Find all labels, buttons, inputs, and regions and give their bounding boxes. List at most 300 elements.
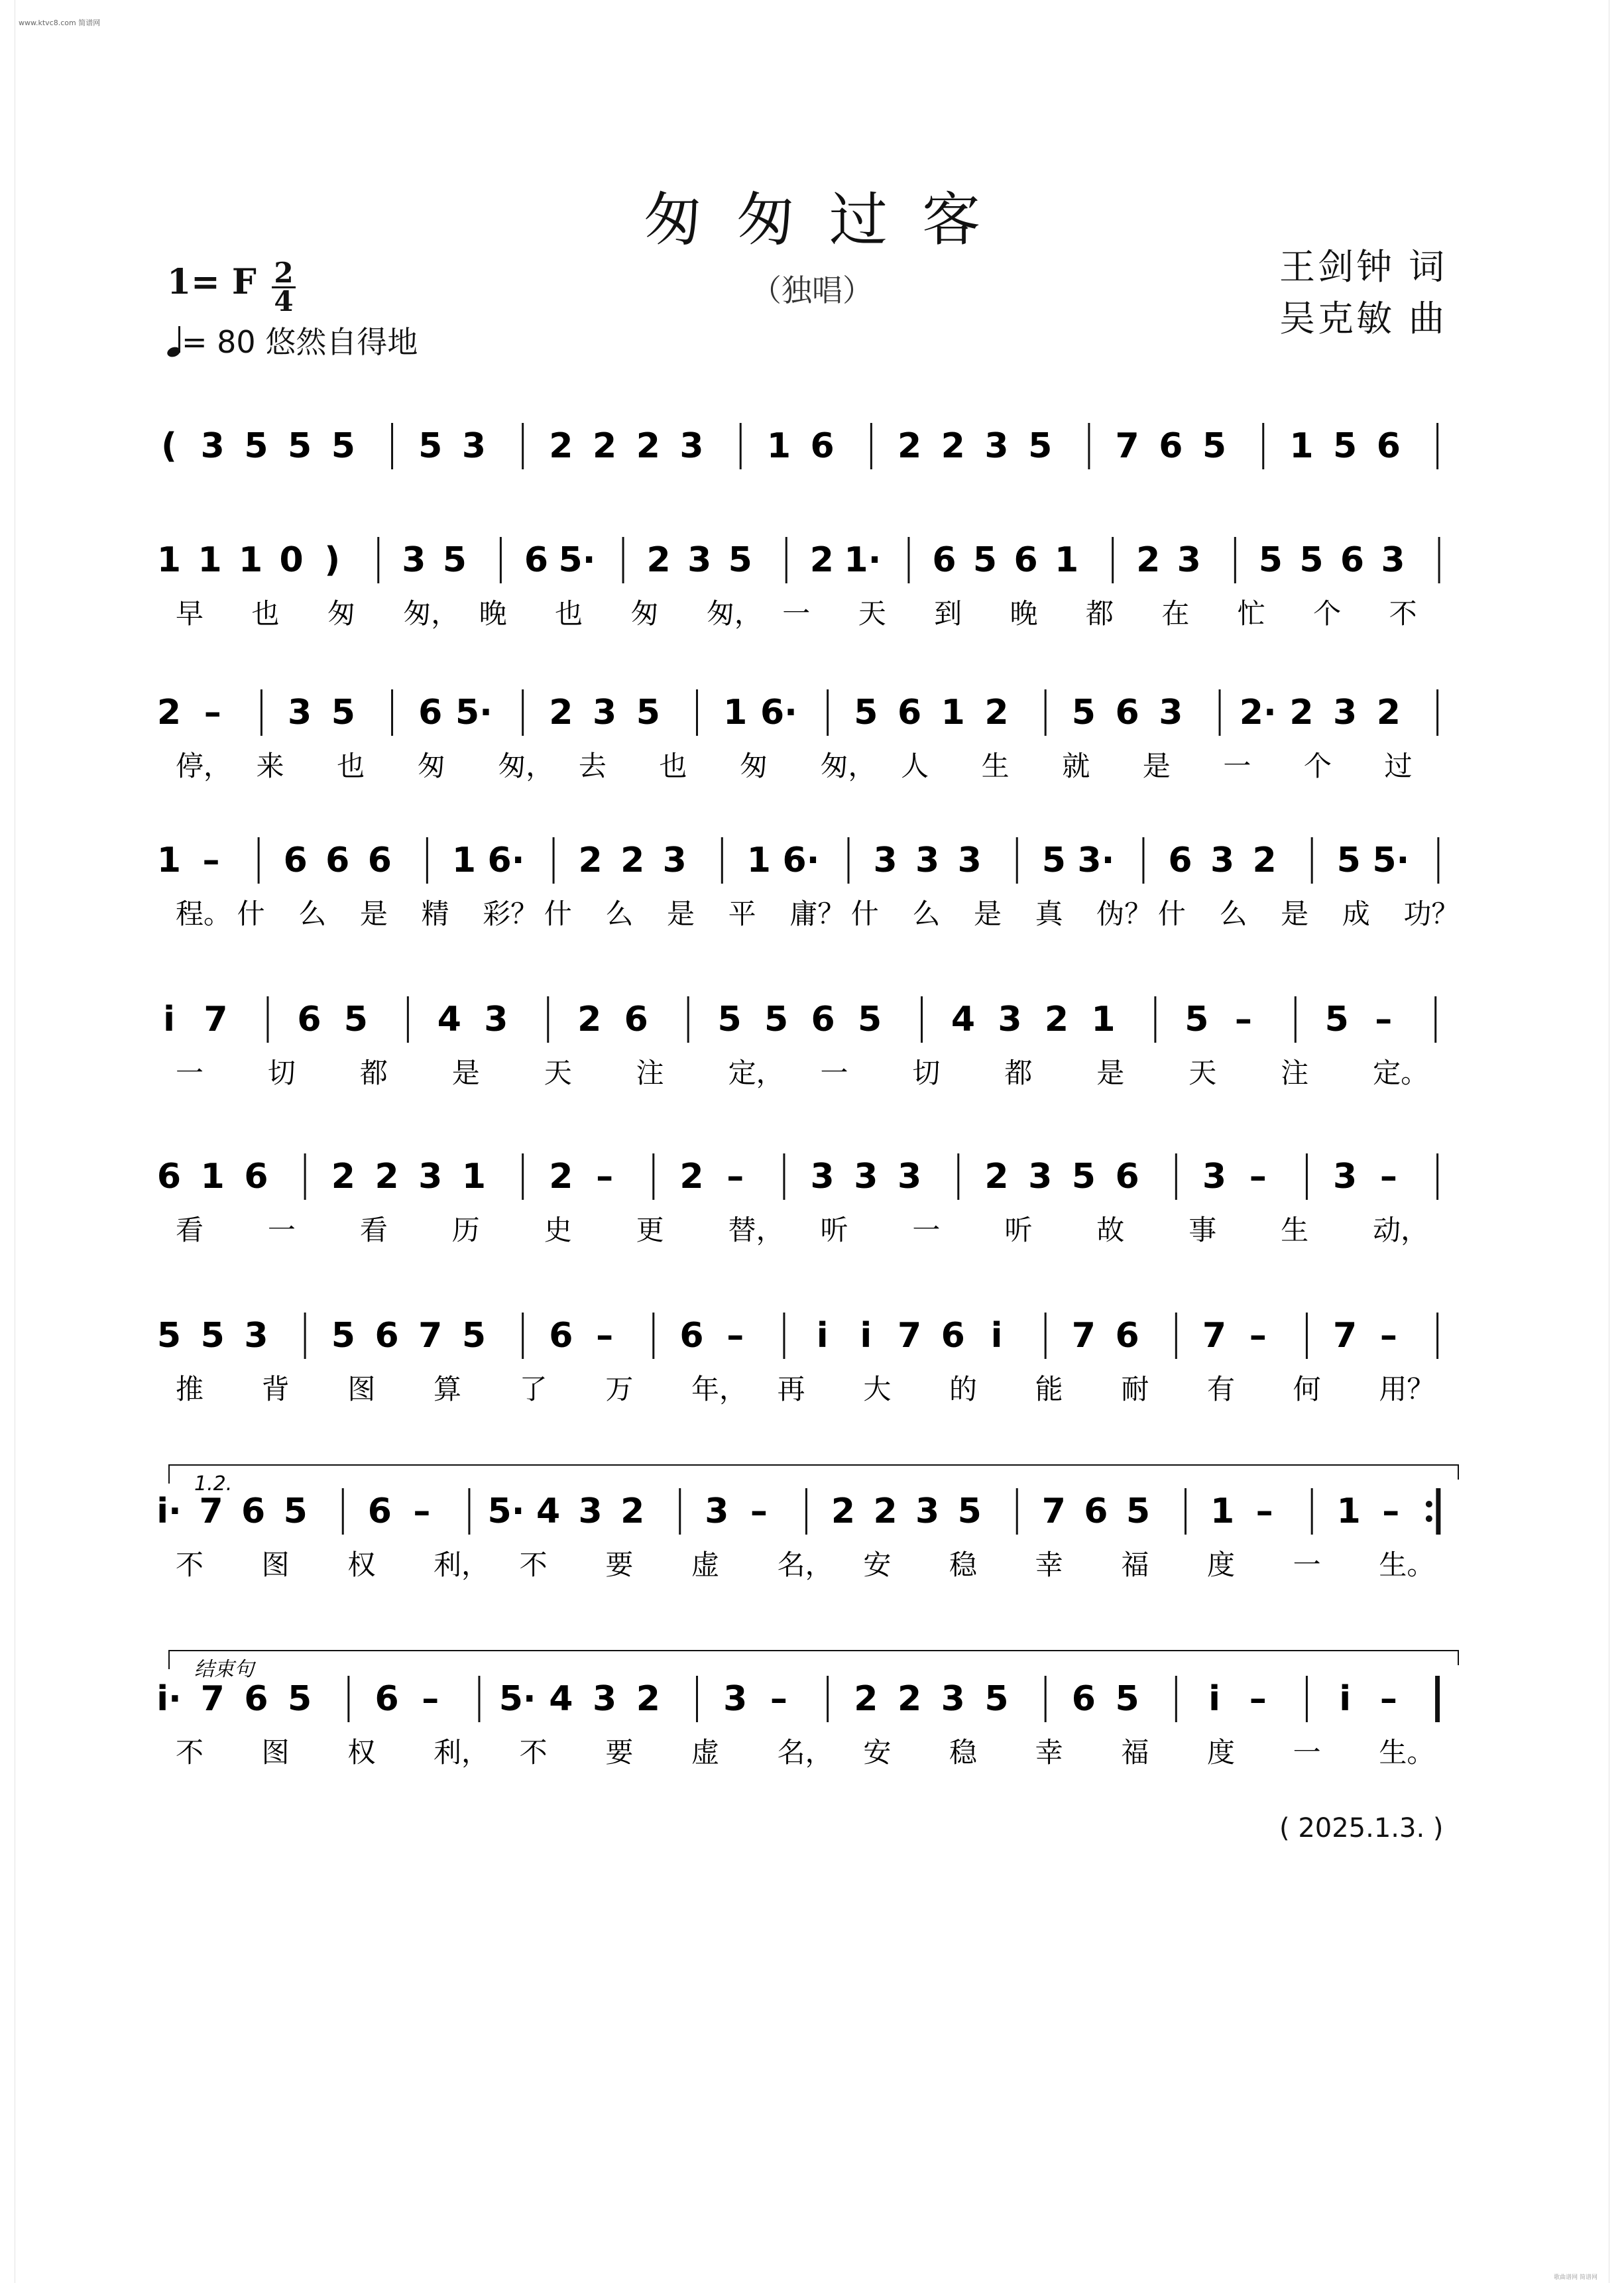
note: 6 <box>325 841 350 880</box>
note: 1 <box>1336 1492 1361 1531</box>
note: 5· <box>558 540 596 580</box>
lyric-syllable: 年， <box>691 1373 748 1405</box>
lyric-syllable: 注 <box>636 1057 664 1089</box>
lyric-syllable: 幸 <box>1035 1549 1063 1581</box>
note: 6 <box>810 426 835 466</box>
note: 5 <box>1324 1000 1349 1039</box>
note: 2 <box>941 426 965 466</box>
lyricist-credit: 王剑钟 词 <box>1279 246 1448 288</box>
note: 4 <box>951 1000 976 1039</box>
lyric-syllable: 天 <box>544 1057 572 1089</box>
lyric-syllable: 替， <box>728 1214 784 1246</box>
note: 5 <box>728 540 752 580</box>
lyric-syllable: 听 <box>1004 1214 1033 1246</box>
volta-bracket <box>169 1465 1458 1484</box>
lyric-syllable: 是 <box>1096 1057 1125 1089</box>
lyric-syllable: 什 <box>850 898 879 930</box>
lyric-syllable: 是 <box>451 1057 480 1089</box>
lyric-syllable: 匆， <box>706 597 762 630</box>
lyric-syllable: 去 <box>578 750 607 782</box>
lyric-syllable: 是 <box>1281 898 1309 930</box>
note: 6· <box>487 841 525 880</box>
note: i· <box>156 1492 182 1531</box>
lyric-syllable: 一 <box>912 1214 941 1246</box>
note: – <box>1249 1316 1267 1356</box>
note: 1 <box>156 841 182 880</box>
note: 6 <box>375 1679 399 1719</box>
note: 6 <box>1084 1492 1108 1531</box>
lyric-syllable: 稳 <box>949 1736 978 1769</box>
lyric-syllable: 看 <box>359 1214 388 1246</box>
note: 3 <box>200 426 225 466</box>
lyric-syllable: 了 <box>519 1373 548 1405</box>
note: i <box>1339 1679 1352 1719</box>
note: 2 <box>897 1679 922 1719</box>
lyric-syllable: 早 <box>176 597 204 630</box>
lyric-syllable: 背 <box>261 1373 290 1405</box>
note: 6 <box>367 1492 392 1531</box>
note: 6· <box>760 693 797 732</box>
lyric-syllable: 一 <box>1223 750 1251 782</box>
note: 5 <box>331 426 355 466</box>
note: 6 <box>156 1157 182 1197</box>
lyric-syllable: 生 <box>981 750 1010 782</box>
lyric-syllable: 都 <box>1004 1057 1033 1089</box>
lyric-syllable: 是 <box>666 898 695 930</box>
note: 6 <box>897 693 922 732</box>
lyric-syllable: 到 <box>934 597 962 630</box>
ending-bracket-label: 结束句 <box>194 1658 254 1681</box>
note: 2 <box>1136 540 1161 580</box>
note: 3 <box>915 841 940 880</box>
lyric-syllable: 匆 <box>417 750 445 782</box>
lyric-syllable: 图 <box>347 1373 376 1405</box>
song-title: 匆匆过客 <box>643 186 1015 254</box>
tempo-text: = 80 悠然自得地 <box>182 324 418 360</box>
note: 7 <box>1333 1316 1358 1356</box>
footer-tag[interactable]: 歌曲谱网 简谱网 <box>1554 2274 1597 2281</box>
note: 5 <box>764 1000 789 1039</box>
lyric-syllable: 就 <box>1062 750 1090 782</box>
lyric-syllable: 生 <box>1281 1214 1309 1246</box>
lyric-syllable: 更 <box>636 1214 664 1246</box>
note: 5 <box>442 540 467 580</box>
note: – <box>1249 1157 1267 1197</box>
note: 4 <box>536 1492 561 1531</box>
note: i <box>163 1000 175 1039</box>
lyric-syllable: 福 <box>1121 1549 1149 1581</box>
note: 5 <box>717 1000 742 1039</box>
lyric-syllable: 么 <box>298 898 327 930</box>
note: 2 <box>873 1492 898 1531</box>
note: 2 <box>549 1157 573 1197</box>
note: 7 <box>1202 1316 1227 1356</box>
lyric-syllable: 一 <box>267 1214 296 1246</box>
note: 2 <box>620 1492 645 1531</box>
lyric-syllable: 生。 <box>1379 1736 1435 1769</box>
lyric-syllable: 一 <box>176 1057 204 1089</box>
time-sig-bottom: 4 <box>274 285 294 318</box>
note: 5 <box>857 1000 882 1039</box>
note: 2 <box>831 1492 856 1531</box>
note: 5 <box>1185 1000 1209 1039</box>
note: 5 <box>854 693 878 732</box>
lyric-syllable: 程。 <box>176 898 232 930</box>
note: – <box>1255 1492 1273 1531</box>
note: 3 <box>915 1492 940 1531</box>
note: 2 <box>897 426 922 466</box>
lyric-syllable: 能 <box>1035 1373 1063 1405</box>
note: 1 <box>1055 540 1079 580</box>
lyric-syllable: 在 <box>1161 597 1190 630</box>
note: 5 <box>343 1000 368 1039</box>
lyric-syllable: 也 <box>555 597 583 630</box>
lyric-syllable: 幸 <box>1035 1736 1063 1769</box>
note: 6 <box>524 540 549 580</box>
lyric-syllable: 再 <box>777 1373 805 1405</box>
lyric-syllable: 度 <box>1207 1549 1236 1581</box>
note: 1 <box>723 693 748 732</box>
note: i <box>1208 1679 1220 1719</box>
note: 7 <box>199 1492 223 1531</box>
note: 6· <box>782 841 820 880</box>
note: 2 <box>646 540 671 580</box>
note: 5 <box>1071 1157 1096 1197</box>
lyric-syllable: 注 <box>1281 1057 1309 1089</box>
note: 1 <box>1091 1000 1116 1039</box>
note: 2 <box>1289 693 1314 732</box>
note: 6 <box>1115 1157 1139 1197</box>
lyric-syllable: 生。 <box>1379 1549 1435 1581</box>
note: 4 <box>549 1679 573 1719</box>
note: 5· <box>498 1679 536 1719</box>
note: 3 <box>593 1679 617 1719</box>
note: 3 <box>1333 693 1358 732</box>
note: 5 <box>288 1679 312 1719</box>
note: 3 <box>984 426 1009 466</box>
note: 3 <box>705 1492 729 1531</box>
lyric-syllable: 名， <box>777 1736 833 1769</box>
note: 6 <box>941 1316 965 1356</box>
lyric-syllable: 虚 <box>691 1549 720 1581</box>
lyric-syllable: 也 <box>659 750 687 782</box>
note: – <box>726 1316 744 1356</box>
note: 5 <box>331 693 355 732</box>
lyric-syllable: 安 <box>863 1736 892 1769</box>
note: 2 <box>331 1157 355 1197</box>
lyric-syllable: 图 <box>261 1736 290 1769</box>
lyric-syllable: 度 <box>1207 1736 1236 1769</box>
lyric-syllable: 彩？ <box>483 898 539 930</box>
note: – <box>1249 1679 1267 1719</box>
note: 5 <box>984 1679 1009 1719</box>
note: 6 <box>241 1492 266 1531</box>
lyric-syllable: 匆， <box>820 750 876 782</box>
lyric-syllable: 何 <box>1293 1373 1321 1405</box>
note: 3 <box>1159 693 1183 732</box>
note: 5 <box>331 1316 355 1356</box>
note: 6 <box>1014 540 1038 580</box>
note: 5 <box>156 1316 182 1356</box>
lyric-syllable: 听 <box>820 1214 848 1246</box>
note: 2 <box>1044 1000 1069 1039</box>
note: 3 <box>578 1492 603 1531</box>
note: – <box>422 1679 439 1719</box>
note: 3 <box>810 1157 835 1197</box>
note: 3 <box>418 1157 443 1197</box>
lyric-syllable: 也 <box>251 597 280 630</box>
note: 2 <box>156 693 182 732</box>
note: 5 <box>957 1492 982 1531</box>
note: 5 <box>1333 426 1358 466</box>
note: 2 <box>809 540 834 580</box>
note: 5 <box>1126 1492 1151 1531</box>
lyric-syllable: 什 <box>544 898 572 930</box>
note: 5 <box>1258 540 1283 580</box>
note: ) <box>324 540 341 580</box>
note: 3 <box>854 1157 878 1197</box>
lyric-syllable: 用？ <box>1379 1373 1435 1405</box>
note: 3 <box>897 1157 922 1197</box>
lyric-syllable: 功？ <box>1403 898 1460 930</box>
note: 5 <box>1071 693 1096 732</box>
note: 3 <box>687 540 712 580</box>
note: – <box>1382 1492 1400 1531</box>
note: 6 <box>283 841 308 880</box>
note: 6 <box>1340 540 1365 580</box>
lyric-syllable: 虚 <box>691 1736 720 1769</box>
lyric-syllable: 动， <box>1373 1214 1429 1246</box>
note: 6 <box>367 841 392 880</box>
lyric-syllable: 都 <box>1085 597 1114 630</box>
lyric-syllable: 匆 <box>739 750 768 782</box>
song-subtitle: （独唱） <box>751 272 873 308</box>
note: 1 <box>156 540 182 580</box>
lyric-syllable: 匆 <box>630 597 659 630</box>
lyric-syllable: 是 <box>359 898 388 930</box>
note: 5 <box>244 426 268 466</box>
note: 3 <box>461 426 487 466</box>
lyric-syllable: 一 <box>1293 1549 1321 1581</box>
note: 1 <box>1289 426 1314 466</box>
note: 1 <box>200 1157 225 1197</box>
lyric-syllable: 历 <box>451 1214 480 1246</box>
note: 1 <box>198 540 222 580</box>
lyric-syllable: 定， <box>728 1057 784 1089</box>
lyric-syllable: 过 <box>1384 750 1413 782</box>
note: 6 <box>624 1000 648 1039</box>
lyric-syllable: 利， <box>434 1549 490 1581</box>
lyric-syllable: 是 <box>1142 750 1171 782</box>
composer-credit: 吴克敏 曲 <box>1279 298 1448 339</box>
lyric-syllable: 名， <box>777 1549 833 1581</box>
note: 6 <box>1115 693 1139 732</box>
note: 3 <box>288 693 312 732</box>
note: 5 <box>461 1316 487 1356</box>
lyric-syllable: 不 <box>176 1549 204 1581</box>
note: 1 <box>766 426 791 466</box>
note: 6 <box>244 1157 268 1197</box>
note: 1 <box>451 841 477 880</box>
note: 6 <box>932 540 957 580</box>
note: 7 <box>1071 1316 1096 1356</box>
note: 3 <box>1381 540 1405 580</box>
note: 1 <box>746 841 771 880</box>
note: 2 <box>1252 841 1277 880</box>
note: 6 <box>297 1000 321 1039</box>
note: 1 <box>239 540 263 580</box>
site-tag[interactable]: www.ktvc8.com 简谱网 <box>19 19 101 27</box>
note: 1 <box>1210 1492 1235 1531</box>
note: 3· <box>1077 841 1115 880</box>
note: 3 <box>662 841 687 880</box>
lyric-syllable: 天 <box>858 597 886 630</box>
lyric-syllable: 图 <box>261 1549 290 1581</box>
lyric-syllable: 一 <box>1293 1736 1321 1769</box>
note: – <box>202 841 220 880</box>
note: 5 <box>1041 841 1066 880</box>
note: 6 <box>1115 1316 1139 1356</box>
note: 5· <box>455 693 493 732</box>
lyric-syllable: 切 <box>267 1057 296 1089</box>
note: 3 <box>593 693 617 732</box>
lyric-syllable: 都 <box>359 1057 388 1089</box>
note: 7 <box>1041 1492 1066 1531</box>
note: – <box>1379 1316 1397 1356</box>
note: 4 <box>437 1000 461 1039</box>
note: 2 <box>375 1157 399 1197</box>
lyric-syllable: 么 <box>605 898 634 930</box>
lyric-syllable: 真 <box>1035 898 1063 930</box>
lyric-syllable: 精 <box>421 898 449 930</box>
lyric-syllable: 定。 <box>1373 1057 1429 1089</box>
note: i· <box>156 1679 182 1719</box>
note: 6 <box>549 1316 573 1356</box>
lyric-syllable: 匆 <box>327 597 355 630</box>
note: i <box>990 1316 1003 1356</box>
note: 1 <box>461 1157 487 1197</box>
note: 2 <box>549 693 573 732</box>
note: – <box>413 1492 431 1531</box>
note: 2 <box>854 1679 878 1719</box>
note: 6 <box>244 1679 268 1719</box>
lyric-syllable: 匆， <box>498 750 554 782</box>
note: 3 <box>402 540 426 580</box>
note: ( <box>161 426 177 466</box>
note: 7 <box>200 1679 225 1719</box>
lyric-syllable: 一 <box>820 1057 848 1089</box>
note: i <box>816 1316 829 1356</box>
note: 5 <box>283 1492 308 1531</box>
note: 6 <box>679 1316 704 1356</box>
lyric-syllable: 不 <box>519 1736 548 1769</box>
lyric-syllable: 故 <box>1096 1214 1125 1246</box>
note: 5 <box>636 693 660 732</box>
lyric-syllable: 推 <box>176 1373 204 1405</box>
date-stamp: ( 2025.1.3. ) <box>1279 1813 1444 1844</box>
note: 7 <box>1115 426 1139 466</box>
note: 2 <box>578 841 603 880</box>
note: – <box>750 1492 768 1531</box>
lyric-syllable: 忙 <box>1237 597 1265 630</box>
note: 2 <box>593 426 617 466</box>
lyric-syllable: 一 <box>782 597 811 630</box>
note: 7 <box>418 1316 443 1356</box>
lyric-syllable: 也 <box>337 750 365 782</box>
ending-bracket <box>169 1651 1458 1669</box>
note: 6 <box>418 693 443 732</box>
note: 6 <box>375 1316 399 1356</box>
note: 3 <box>873 841 898 880</box>
note: 0 <box>279 540 304 580</box>
lyric-syllable: 事 <box>1189 1214 1217 1246</box>
note: 2· <box>1239 693 1277 732</box>
note: 3 <box>1202 1157 1227 1197</box>
note: 3 <box>1177 540 1201 580</box>
note: – <box>726 1157 744 1197</box>
note: 2 <box>636 1679 660 1719</box>
lyric-syllable: 大 <box>863 1373 892 1405</box>
lyric-syllable: 看 <box>176 1214 204 1246</box>
note: 2 <box>984 1157 1009 1197</box>
lyric-syllable: 来 <box>256 750 284 782</box>
lyric-syllable: 平 <box>728 898 756 930</box>
lyric-syllable: 什 <box>237 898 265 930</box>
lyric-syllable: 天 <box>1189 1057 1217 1089</box>
note: – <box>203 693 221 732</box>
lyric-syllable: 么 <box>912 898 941 930</box>
note: 6 <box>1168 841 1192 880</box>
key-signature: 1= F <box>167 262 257 302</box>
volta-bracket-label: 1.2. <box>194 1472 233 1495</box>
note: i <box>860 1316 872 1356</box>
lyric-syllable: 福 <box>1121 1736 1149 1769</box>
note: 2 <box>620 841 645 880</box>
lyric-syllable: 人 <box>901 750 929 782</box>
lyric-syllable: 稳 <box>949 1549 978 1581</box>
lyric-syllable: 么 <box>1219 898 1247 930</box>
note: 2 <box>636 426 660 466</box>
note: 3 <box>1028 1157 1053 1197</box>
note: 3 <box>957 841 982 880</box>
lyric-syllable: 有 <box>1207 1373 1236 1405</box>
note: – <box>1234 1000 1252 1039</box>
note: 3 <box>1333 1157 1358 1197</box>
note: 5 <box>972 540 998 580</box>
repeat-dot <box>1426 1501 1432 1507</box>
note: 7 <box>203 1000 228 1039</box>
lyric-syllable: 晚 <box>1010 597 1038 630</box>
lyric-syllable: 耐 <box>1121 1373 1149 1405</box>
note: 6 <box>1376 426 1401 466</box>
lyric-syllable: 万 <box>605 1373 634 1405</box>
note: 5· <box>1372 841 1410 880</box>
note: – <box>1375 1000 1393 1039</box>
lyric-syllable: 个 <box>1303 750 1332 782</box>
lyric-syllable: 史 <box>544 1214 572 1246</box>
note: 1 <box>941 693 965 732</box>
lyric-syllable: 要 <box>605 1549 634 1581</box>
note: 5· <box>487 1492 525 1531</box>
lyric-syllable: 权 <box>347 1736 376 1769</box>
note: 5 <box>200 1316 225 1356</box>
note: 5 <box>1028 426 1053 466</box>
note: 6 <box>811 1000 835 1039</box>
lyric-syllable: 安 <box>863 1549 892 1581</box>
note: 3 <box>679 426 704 466</box>
lyric-syllable: 切 <box>912 1057 941 1089</box>
lyric-syllable: 个 <box>1313 597 1342 630</box>
